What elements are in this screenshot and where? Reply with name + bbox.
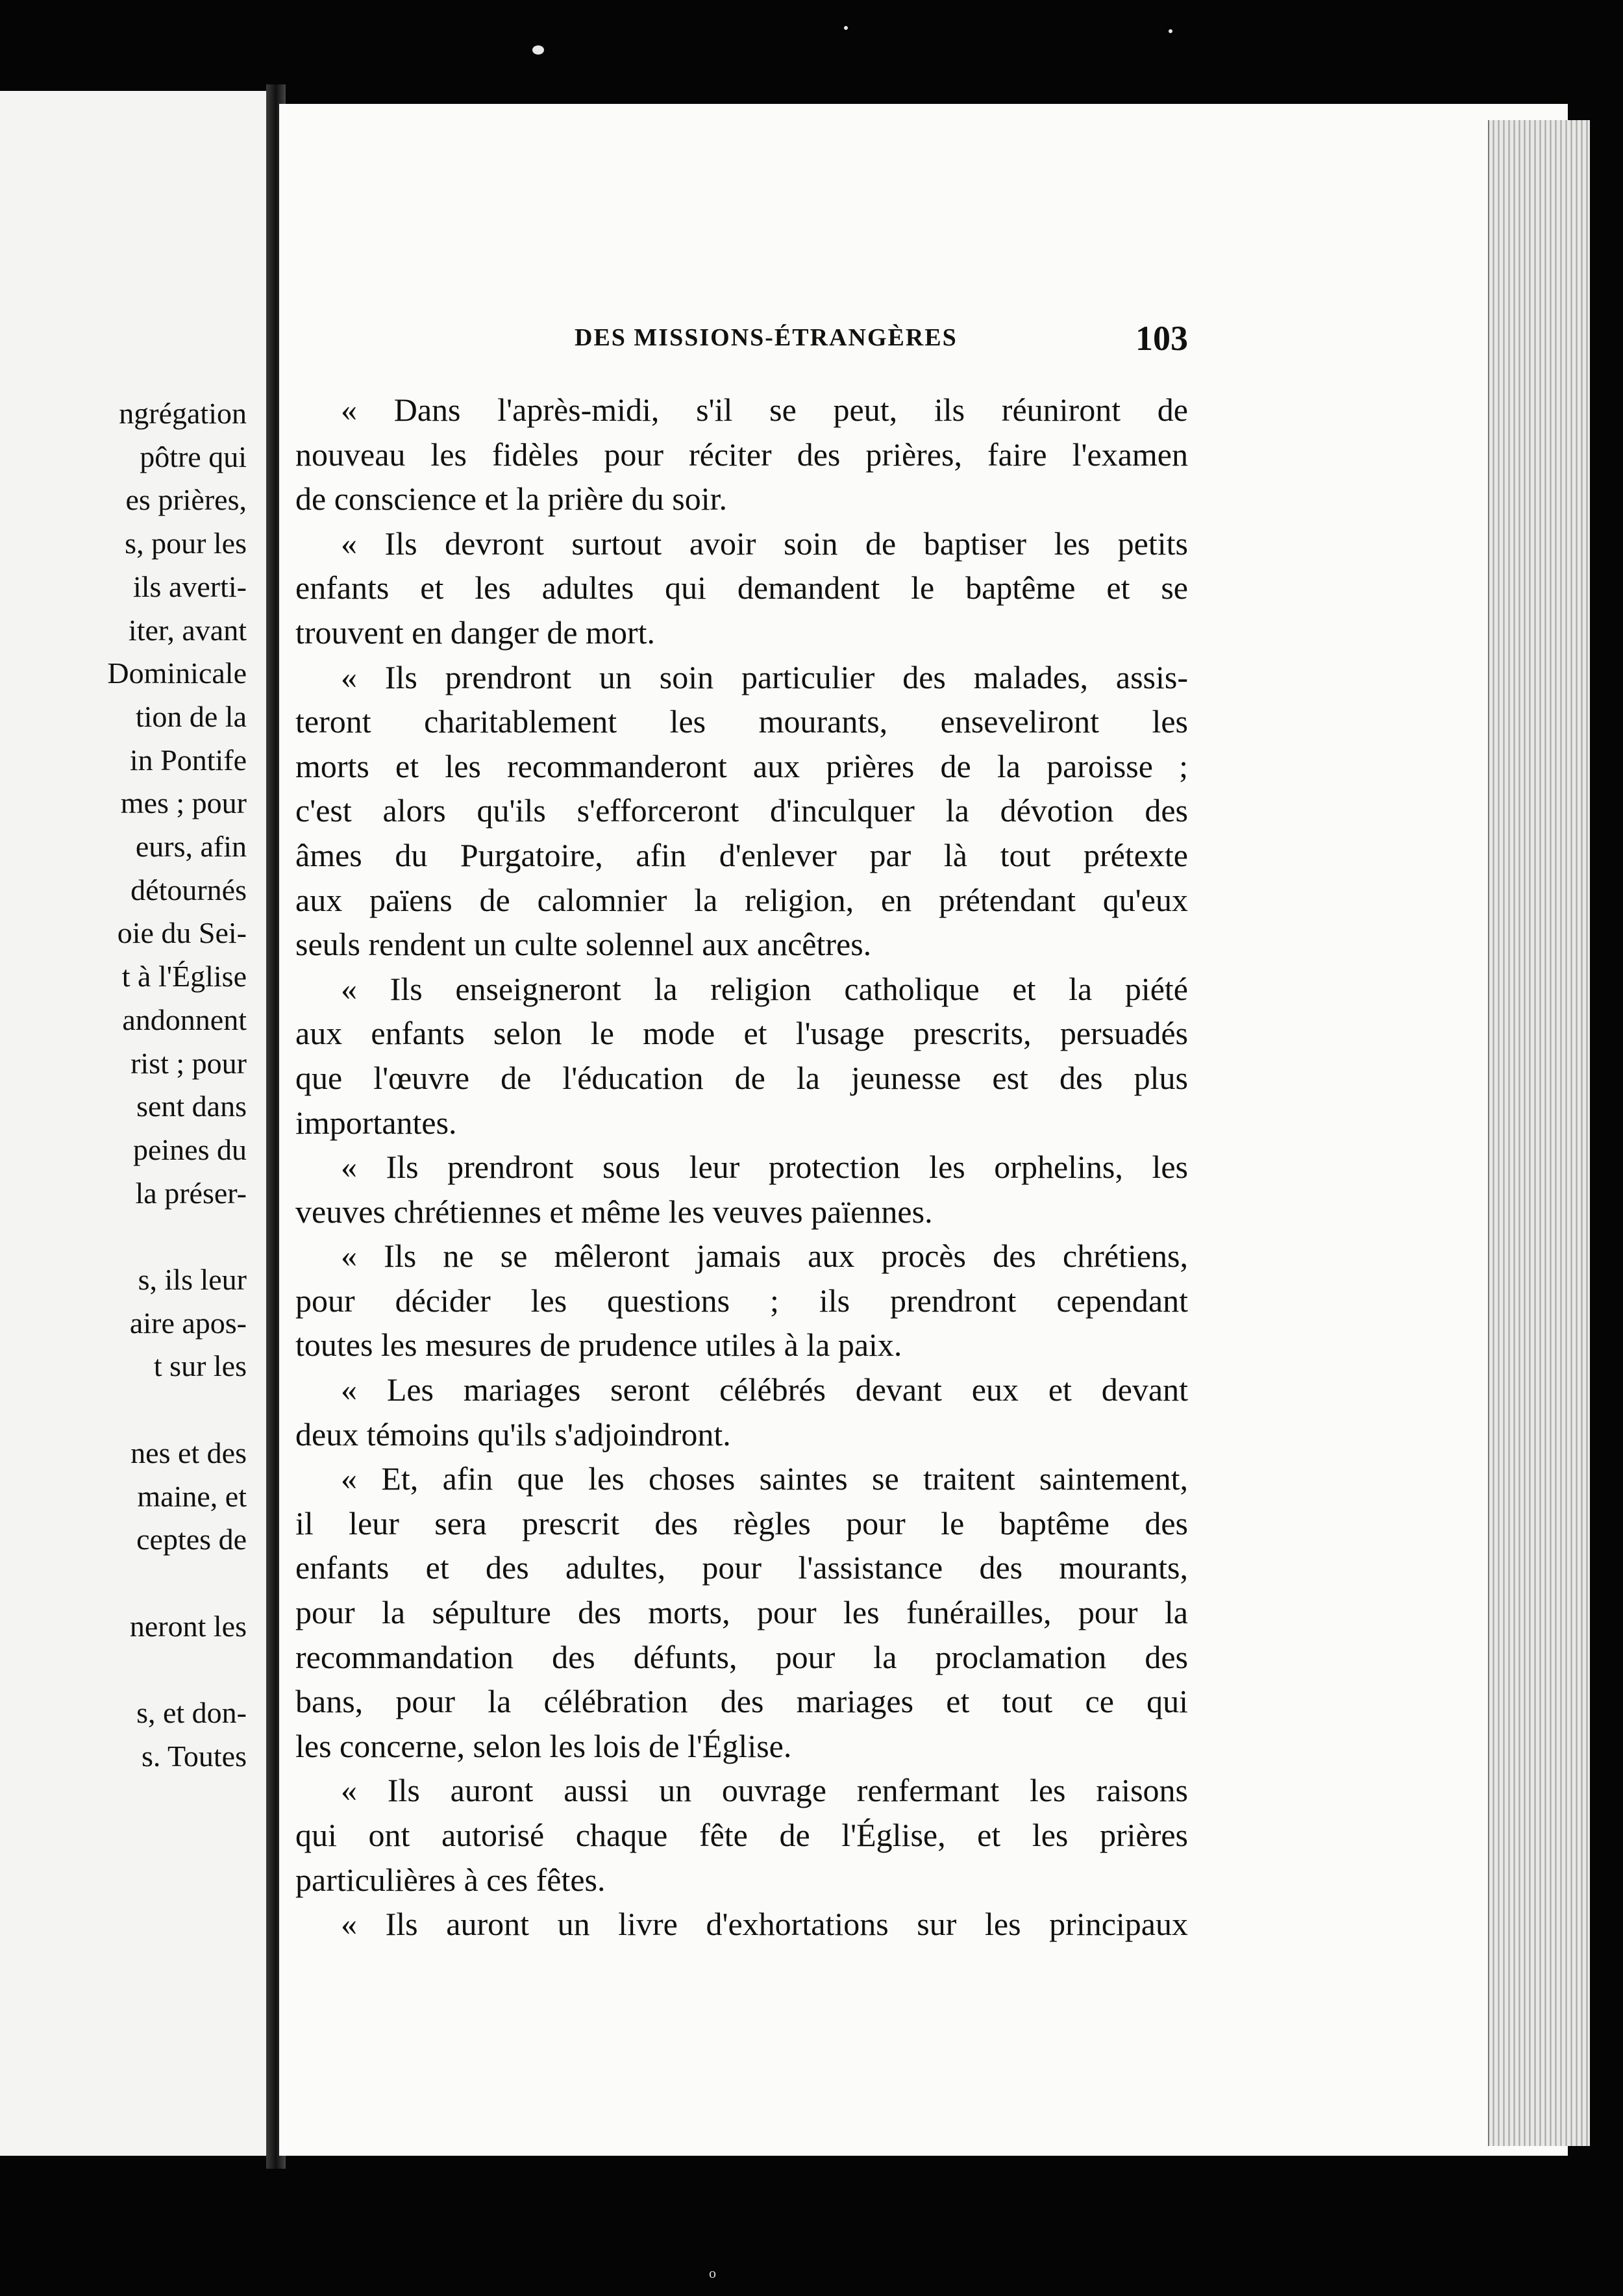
left-page-line: s, pour les [125,527,247,560]
text-line: que l'œuvre de l'éducation de la jeunesse est des plus [295,1059,1188,1096]
left-page-line: aire apos- [129,1306,247,1340]
scan-mark: o [709,2265,716,2281]
text-line: « Ils auront un livre d'exhortations sur les principaux [341,1906,1188,1943]
text-line: seuls rendent un culte solennel aux ancêtres. [295,926,872,963]
text-line: âmes du Purgatoire, afin d'enlever par là tout prétexte [295,836,1188,873]
text-line: morts et les recommanderont aux prières de la paroisse ; [295,747,1188,784]
text-line: « Ils prendront sous leur protection les orphelins, les [341,1149,1188,1186]
text-line: teront charitablement les mourants, enseveliront les [295,703,1188,740]
left-page-line: Dominicale [107,656,247,690]
text-line: aux enfants selon le mode et l'usage prescrits, persuadés [295,1015,1188,1052]
left-page-line: peines du [132,1132,247,1166]
page-header [575,318,1188,357]
text-line: « Les mariages seront célébrés devant eux et devant [341,1371,1188,1408]
page-number: 103 [1135,319,1188,358]
left-page-fragment [0,91,278,2156]
left-page-line: la préser- [135,1176,247,1210]
text-line: « Ils devront surtout avoir soin de baptiser les petits [341,525,1188,562]
text-line: les concerne, selon les lois de l'Église. [295,1727,792,1764]
text-line: c'est alors qu'ils s'efforceront d'inculquer la dévotion des [295,792,1188,829]
text-line: « Et, afin que les choses saintes se traitent saintement, [341,1460,1188,1497]
left-page-line: t à l'Église [121,960,247,993]
left-page-line: neront les [129,1609,247,1643]
text-line: deux témoins qu'ils s'adjoindront. [295,1416,731,1453]
left-page-line: mes ; pour [120,786,247,820]
left-page-line: in Pontife [129,743,247,777]
page-edges [1488,120,1590,2146]
text-line: toutes les mesures de prudence utiles à la paix. [295,1327,902,1364]
text-line: aux païens de calomnier la religion, en prétendant qu'eux [295,881,1188,918]
text-line: « Ils prendront un soin particulier des malades, assis- [341,658,1188,695]
left-page-line: t sur les [153,1349,247,1383]
left-page-line: nes et des [130,1436,247,1469]
left-page-line: andonnent [122,1003,247,1036]
left-page-line: eurs, afin [135,830,247,863]
text-line: pour décider les questions ; ils prendront cependant [295,1282,1188,1319]
text-line: « Ils auront aussi un ouvrage renfermant les raisons [341,1772,1188,1809]
text-line: qui ont autorisé chaque fête de l'Église, et les prières [295,1817,1188,1853]
dust-speck [844,26,848,30]
left-page-line: s. Toutes [141,1739,247,1773]
left-page-line: es prières, [125,483,247,517]
left-page-line: pôtre qui [140,440,247,473]
body-text [295,388,1188,1947]
text-line: veuves chrétiennes et même les veuves païennes. [295,1193,933,1230]
dust-speck [532,45,544,55]
running-head: DES MISSIONS-ÉTRANGÈRES [575,324,958,351]
text-line: particulières à ces fêtes. [295,1861,606,1898]
left-page-line: ils averti- [133,569,247,603]
left-page-line: sent dans [136,1090,247,1123]
left-page-line: ceptes de [136,1523,247,1556]
text-line: importantes. [295,1104,457,1141]
text-line: recommandation des défunts, pour la proclamation des [295,1638,1188,1675]
text-line: trouvent en danger de mort. [295,614,655,651]
text-line: bans, pour la célébration des mariages et tout ce qui [295,1683,1188,1720]
text-line: enfants et les adultes qui demandent le baptême et se [295,569,1188,606]
left-page-line: ngrégation [119,397,247,430]
text-line: « Ils ne se mêleront jamais aux procès des chrétiens, [341,1238,1188,1275]
left-page-line: iter, avant [128,613,247,647]
left-page-line: maine, et [137,1479,247,1513]
text-line: de conscience et la prière du soir. [295,480,727,518]
left-page-line: s, et don- [136,1696,247,1729]
text-line: nouveau les fidèles pour réciter des prières, faire l'examen [295,436,1188,473]
left-page-line: tion de la [135,699,247,733]
text-line: pour la sépulture des morts, pour les funérailles, pour la [295,1594,1188,1631]
left-page-line: rist ; pour [130,1046,247,1080]
dust-speck [1169,29,1172,33]
text-line: « Dans l'après-midi, s'il se peut, ils réuniront de [341,392,1188,428]
left-page-line: détournés [130,873,247,906]
text-line: « Ils enseigneront la religion catholique et la piété [341,970,1188,1007]
text-line: il leur sera prescrit des règles pour le baptême des [295,1504,1188,1541]
text-line: enfants et des adultes, pour l'assistance des mourants, [295,1549,1188,1586]
left-page-line: oie du Sei- [117,916,247,950]
left-page-line: s, ils leur [138,1263,247,1296]
